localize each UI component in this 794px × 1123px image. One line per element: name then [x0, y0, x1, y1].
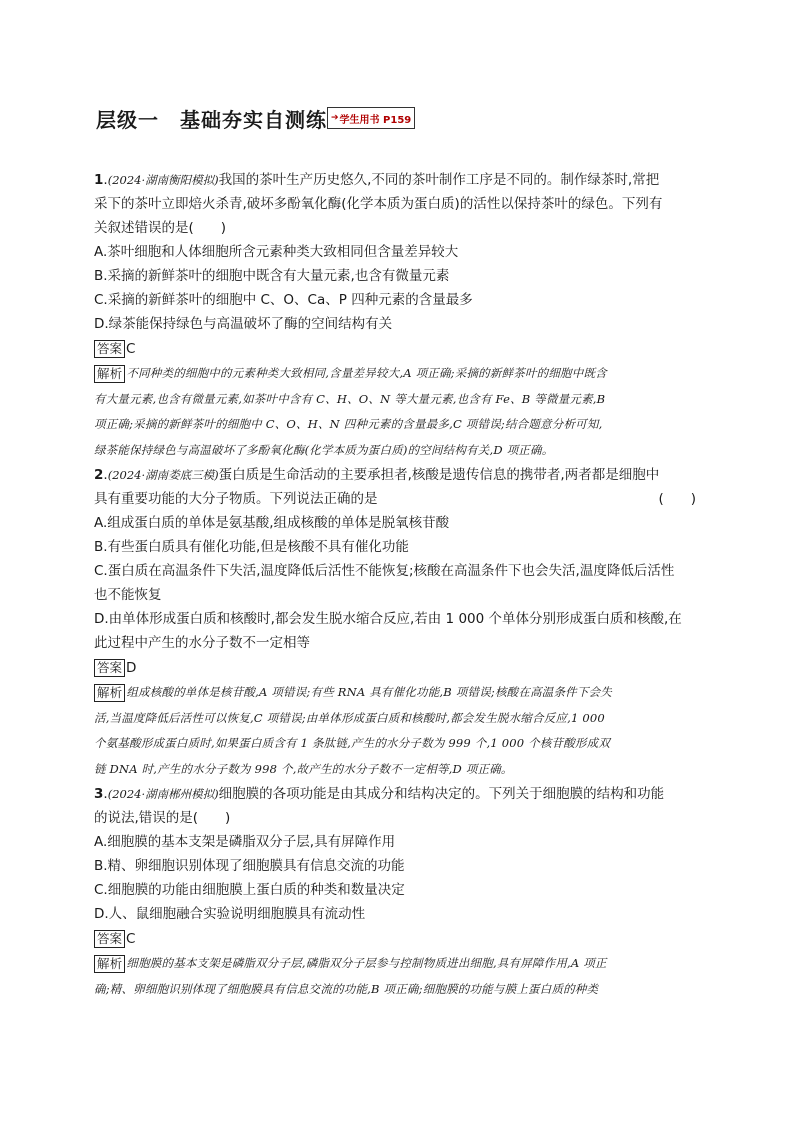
analysis-text: 确;精、卵细胞识别体现了细胞膜具有信息交流的功能,B 项正确;细胞膜的功能与膜上蛋白质的种类: [94, 981, 599, 996]
analysis-tag: 解析: [94, 684, 125, 702]
question-stem-line: [94, 463, 702, 487]
question-stem-text: 的说法,错误的是( ): [94, 810, 231, 826]
analysis-line: [94, 412, 702, 438]
question-number-dot: .: [103, 786, 108, 802]
answer-row: [94, 928, 702, 950]
question-stem-line: [94, 216, 702, 240]
question-number: 2: [94, 467, 104, 483]
question-number-dot: .: [103, 172, 108, 188]
analysis-line: [94, 706, 702, 732]
option-line: C.采摘的新鲜茶叶的细胞中 C、O、Ca、P 四种元素的含量最多: [94, 292, 473, 308]
question-stem-line: [94, 192, 702, 216]
textbook-reference-link[interactable]: [327, 107, 415, 129]
answer-tag: 答案: [94, 340, 125, 358]
question-number-dot: .: [103, 467, 108, 483]
analysis-line: [94, 977, 702, 1003]
option-line: D.由单体形成蛋白质和核酸时,都会发生脱水缩合反应,若由 1 000 个单体分别形成蛋白质和核酸,在: [94, 611, 682, 627]
answer-value: C: [126, 931, 136, 947]
section-header: [96, 104, 415, 132]
analysis-text: 绿茶能保持绿色与高温破坏了多酚氧化酶(化学本质为蛋白质)的空间结构有关,D 项正确。: [94, 442, 554, 457]
analysis-line: [94, 387, 702, 413]
analysis-text: 有大量元素,也含有微量元素,如茶叶中含有 C、H、O、N 等大量元素,也含有 Fe、B 等微量元素,B: [94, 391, 606, 406]
analysis-block: [94, 680, 702, 782]
option-line: B.采摘的新鲜茶叶的细胞中既含有大量元素,也含有微量元素: [94, 268, 450, 284]
answer-row: [94, 338, 702, 360]
section-title: 层级一 基础夯实自测练: [96, 107, 327, 132]
analysis-block: [94, 951, 702, 1002]
analysis-text: 细胞膜的基本支架是磷脂双分子层,磷脂双分子层参与控制物质进出细胞,具有屏障作用,A 项正: [126, 956, 607, 970]
analysis-line: [94, 438, 702, 464]
question-block: [94, 168, 702, 463]
answer-value: C: [126, 341, 136, 357]
analysis-line: [94, 680, 702, 706]
question-stem-text: 蛋白质是生命活动的主要承担者,核酸是遗传信息的携带者,两者都是细胞中: [218, 467, 660, 483]
option-line: D.人、鼠细胞融合实验说明细胞膜具有流动性: [94, 906, 366, 922]
question-block: [94, 782, 702, 1002]
analysis-tag: 解析: [94, 955, 125, 973]
analysis-text: 个氨基酸形成蛋白质时,如果蛋白质含有 1 条肽链,产生的水分子数为 999 个,1 000 个核苷酸形成双: [94, 736, 611, 750]
question-stem-line: [94, 806, 702, 830]
answer-tag: 答案: [94, 659, 125, 677]
arrow-right-icon: ➔: [331, 113, 339, 123]
option-line: B.精、卵细胞识别体现了细胞膜具有信息交流的功能: [94, 858, 405, 874]
question-stem-line: [94, 782, 702, 806]
question-source: (2024·湖南娄底三模): [107, 468, 219, 482]
analysis-block: [94, 361, 702, 463]
option-line: A.细胞膜的基本支架是磷脂双分子层,具有屏障作用: [94, 834, 396, 850]
analysis-text: 组成核酸的单体是核苷酸,A 项错误;有些 RNA 具有催化功能,B 项错误;核酸在高温条件下会失: [126, 685, 612, 699]
analysis-tag: 解析: [94, 365, 125, 383]
analysis-text: 链 DNA 时,产生的水分子数为 998 个,故产生的水分子数不一定相等,D 项正确。: [94, 761, 513, 776]
analysis-line: [94, 757, 702, 783]
question-source: (2024·湖南衡阳模拟): [107, 173, 219, 187]
question-stem-text: 采下的茶叶立即焙火杀青,破坏多酚氧化酶(化学本质为蛋白质)的活性以保持茶叶的绿色。下列有: [94, 196, 663, 212]
question-stem-line: [94, 168, 702, 192]
analysis-line: [94, 361, 702, 387]
option-line: C.蛋白质在高温条件下失活,温度降低后活性不能恢复;核酸在高温条件下也会失活,温度降低后活性: [94, 563, 675, 579]
analysis-line: [94, 951, 702, 977]
option-line: 此过程中产生的水分子数不一定相等: [94, 635, 310, 651]
question-stem-text: 我国的茶叶生产历史悠久,不同的茶叶制作工序是不同的。制作绿茶时,常把: [218, 172, 660, 188]
analysis-text: 项正确;采摘的新鲜茶叶的细胞中 C、O、H、N 四种元素的含量最多,C 项错误;结合题意分析可知,: [94, 417, 603, 431]
option-line: A.组成蛋白质的单体是氨基酸,组成核酸的单体是脱氧核苷酸: [94, 515, 450, 531]
option-line: 也不能恢复: [94, 587, 162, 603]
analysis-text: 活,当温度降低后活性可以恢复,C 项错误;由单体形成蛋白质和核酸时,都会发生脱水缩合反应,1 000: [94, 710, 605, 725]
question-number: 3: [94, 786, 104, 802]
analysis-line: [94, 731, 702, 757]
question-source: (2024·湖南郴州模拟): [107, 787, 219, 801]
analysis-text: 不同种类的细胞中的元素种类大致相同,含量差异较大,A 项正确;采摘的新鲜茶叶的细胞中既含: [126, 366, 607, 380]
question-stem-text: 关叙述错误的是( ): [94, 220, 227, 236]
option-line: D.绿茶能保持绿色与高温破坏了酶的空间结构有关: [94, 316, 393, 332]
textbook-reference-label: 学生用书 P159: [339, 114, 412, 126]
answer-blank: ( ): [658, 491, 696, 507]
question-stem-line: [94, 487, 702, 511]
answer-row: [94, 657, 702, 679]
option-line: B.有些蛋白质具有催化功能,但是核酸不具有催化功能: [94, 539, 409, 555]
answer-value: D: [126, 660, 137, 676]
option-line: C.细胞膜的功能由细胞膜上蛋白质的种类和数量决定: [94, 882, 405, 898]
question-block: [94, 463, 702, 782]
option-line: A.茶叶细胞和人体细胞所含元素种类大致相同但含量差异较大: [94, 244, 459, 260]
question-number: 1: [94, 172, 104, 188]
question-stem-text: 具有重要功能的大分子物质。下列说法正确的是: [94, 491, 378, 507]
question-stem-text: 细胞膜的各项功能是由其成分和结构决定的。下列关于细胞膜的结构和功能: [218, 786, 665, 802]
answer-tag: 答案: [94, 930, 125, 948]
question-list: [94, 168, 702, 1002]
